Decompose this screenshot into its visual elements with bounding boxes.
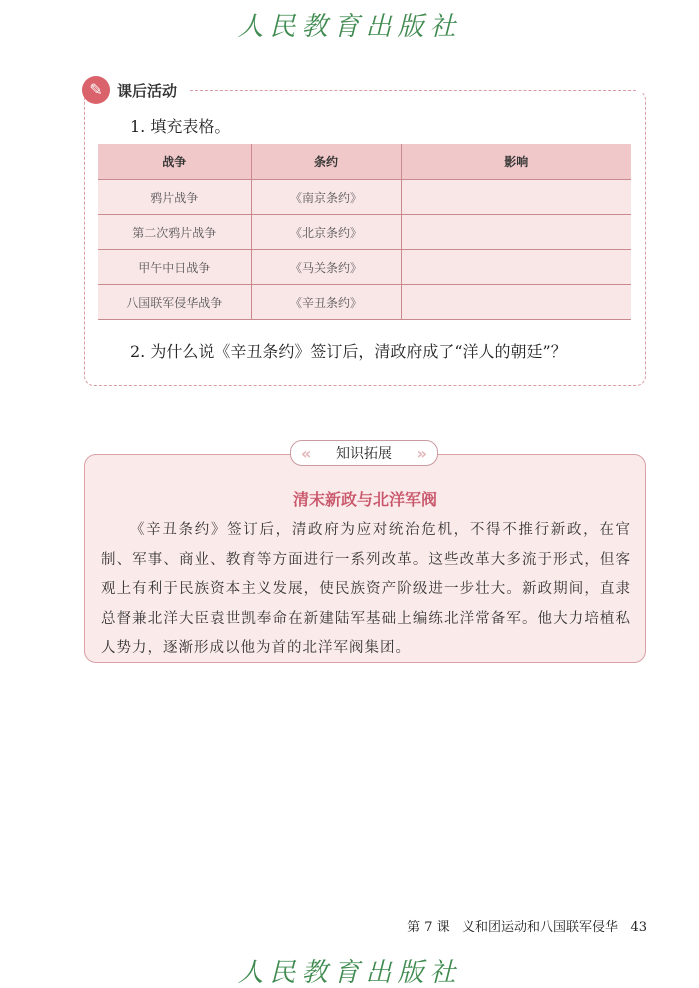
header-impact: 影响 [401, 144, 631, 180]
question-1: 1. 填充表格。 [130, 117, 231, 136]
table-header-row [98, 144, 631, 180]
knowledge-body: 《辛丑条约》签订后，清政府为应对统治危机，不得不推行新政，在官制、军事、商业、教育等方面进行一系列改革。这些改革大多流于形式，但客观上有利于民族资本主义发展，使民族资产阶级进一步壮大。新政期间，直隶总督兼北洋大臣袁世凯奉命在新建陆军基础上编练北洋常备军。他大力培植私人势力，逐渐形成以他为首的北洋军阀集团。 [101, 522, 631, 656]
cell-treaty: 《南京条约》 [251, 180, 401, 215]
double-chevron-right-icon: » [416, 443, 427, 463]
knowledge-title: 清末新政与北洋军阀 [292, 490, 437, 509]
table-row [98, 180, 631, 215]
cell-war: 鸦片战争 [98, 180, 251, 215]
cell-war: 八国联军侵华战争 [98, 285, 251, 320]
table-row [98, 215, 631, 250]
header-treaty: 条约 [251, 144, 401, 180]
fill-in-table [98, 144, 631, 320]
cell-treaty: 《北京条约》 [251, 215, 401, 250]
pencil-icon: ✎ [82, 76, 110, 104]
lesson-title: 义和团运动和八国联军侵华 [462, 920, 619, 935]
question-2: 2. 为什么说《辛丑条约》签订后，清政府成了“洋人的朝廷”？ [130, 342, 567, 361]
page-number: 43 [630, 920, 647, 935]
cell-impact[interactable] [401, 180, 631, 215]
publisher-logo-bottom: 人民教育出版社 [237, 958, 462, 988]
cell-war: 甲午中日战争 [98, 250, 251, 285]
cell-impact[interactable] [401, 250, 631, 285]
activity-title: 课后活动 [117, 80, 183, 101]
table-row [98, 250, 631, 285]
lesson-number: 第 7 课 [407, 920, 450, 935]
double-chevron-left-icon: « [301, 443, 312, 463]
cell-impact[interactable] [401, 285, 631, 320]
knowledge-tab [290, 440, 438, 466]
page-footer [407, 916, 647, 935]
table-row [98, 285, 631, 320]
activity-box-top-border [190, 90, 636, 91]
cell-impact[interactable] [401, 215, 631, 250]
cell-war: 第二次鸦片战争 [98, 215, 251, 250]
cell-treaty: 《辛丑条约》 [251, 285, 401, 320]
publisher-logo-top: 人民教育出版社 [237, 12, 462, 42]
knowledge-tab-label: 知识拓展 [336, 446, 392, 462]
header-war: 战争 [98, 144, 251, 180]
cell-treaty: 《马关条约》 [251, 250, 401, 285]
